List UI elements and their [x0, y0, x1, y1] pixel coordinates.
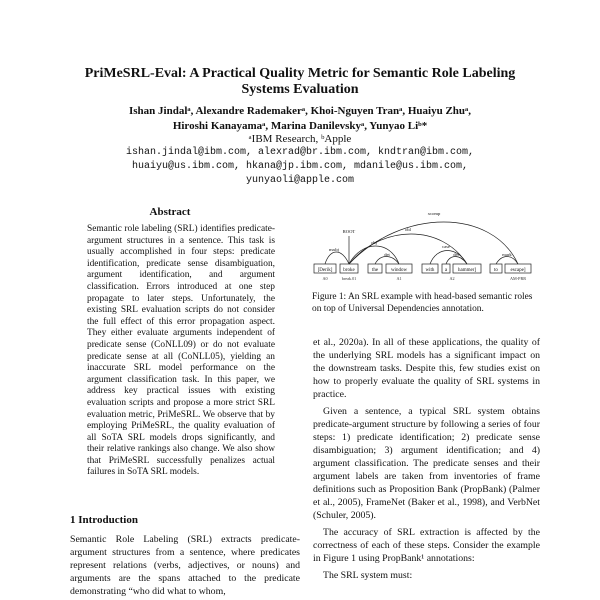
figure-token: [Derik]: [317, 268, 333, 273]
email-line: ishan.jindal@ibm.com, alexrad@br.ibm.com, kndtran@ibm.com,: [125, 147, 475, 158]
paragraph: et al., 2020a). In all of these applications, the quality of the underlying SRL models has a significant impact on the downstream tasks. Despite this, few studies exist on how to properly evaluate the quality of SRL systems in practice.: [313, 337, 540, 400]
figure-token: with: [425, 268, 435, 273]
figure-arc-label: nsubj: [329, 247, 339, 252]
section-heading-introduction: 1 Introduction: [70, 514, 138, 526]
figure-role-label: A1: [396, 276, 402, 281]
introduction-body: Semantic Role Labeling (SRL) extracts predicate-argument structures from a sentence, where predicates represent relations (verbs, adjectives, or nouns) and arguments are the spans attached to the predicate demonstrating “who did what to whom,: [70, 534, 300, 597]
figure-token: hammer]: [457, 268, 477, 273]
figure-caption: Figure 1: An SRL example with head-based semantic roles on top of Universal Dependencies annotation.: [312, 292, 533, 314]
authors-line-1: Ishan Jindalᵃ, Alexandre Rademakerᵃ, Khoi-Nguyen Tranᵃ, Huaiyu Zhuᵃ,: [128, 105, 471, 117]
paragraph: The SRL system must:: [323, 570, 413, 581]
figure-role-label: break.01: [341, 276, 357, 281]
figure-token: to: [494, 268, 498, 273]
author-emails: [40, 146, 560, 188]
figure-arc-label: obl: [405, 227, 411, 232]
figure-token: broke: [343, 268, 355, 273]
figure-arc-label: obj: [371, 240, 377, 245]
figure-role-label: A2: [449, 276, 455, 281]
figure-arc-label: det: [384, 252, 390, 257]
affiliations: ᵃIBM Research, ᵇApple: [248, 133, 352, 145]
figure-token: window: [390, 268, 408, 273]
email-line: yunyaoli@apple.com: [245, 175, 355, 186]
title-line-2: Systems Evaluation: [241, 82, 359, 97]
figure-arc-label: ROOT: [342, 229, 356, 234]
title-line-1: PriMeSRL-Eval: A Practical Quality Metric for Semantic Role Labeling: [84, 66, 516, 81]
figure-token: the: [371, 268, 379, 273]
paragraph: Given a sentence, a typical SRL system obtains predicate-argument structure by following a series of four steps: 1) predicate identification; 2) predicate sense disambiguation; 3) argument identification; and 4) argument classification. The predicate senses and their argument labels are taken from inventories of frame definitions such as Proposition Bank (PropBank) (Palmer et al., 2005), FrameNet (Baker et al., 1998), and VerbNet (Schuler, 2005).: [313, 406, 540, 521]
figure-role-label: A0: [322, 276, 328, 281]
email-line: huaiyu@us.ibm.com, hkana@jp.ibm.com, mdanile@us.ibm.com,: [131, 161, 469, 172]
abstract-heading: Abstract: [149, 206, 191, 218]
figure-role-label: AM-PRR: [509, 276, 527, 281]
author-list: [40, 104, 560, 134]
figure-token: escape]: [510, 268, 526, 273]
figure-token: a: [444, 268, 448, 273]
figure-arc-label: det: [453, 252, 459, 257]
abstract-body: Semantic role labeling (SRL) identifies predicate-argument structures in a sentence. This task is usually accomplished in four steps: predicate identification, predicate sense disambiguation, argument identification, and argument classification. Errors introduced at one step propagate to later steps. Unfortunately, the existing SRL evaluation scripts do not consider the full effect of this error propagation aspect. They either evaluate arguments independent of predicate sense (CoNLL09) or do not evaluate predicate sense at all (CoNLL05), yielding an inaccurate SRL model performance on the argument classification task. In this paper, we address key practical issues with existing evaluation scripts and propose a more strict SRL evaluation metric, PriMeSRL. We observe that by employing PriMeSRL, the quality evaluation of all SoTA SRL models drops significantly, and their relative rankings also change. We also show that PriMeSRL successfully penalizes actual failures in SoTA SRL models.: [87, 224, 275, 478]
authors-line-2: Hiroshi Kanayamaᵃ, Marina Danilevskyᵃ, Yunyao Liᵇ*: [172, 120, 428, 132]
paragraph: The accuracy of SRL extraction is affected by the correctness of each of these steps. Consider the example in Figure 1 using PropBank¹ annotations:: [313, 527, 540, 564]
figure-arc-label: case: [442, 244, 450, 249]
figure-arc-label: xcomp: [427, 211, 441, 216]
paper-title: [40, 66, 560, 98]
figure-arc-label: mark: [502, 252, 512, 257]
right-column-body: [313, 336, 540, 586]
srl-dependency-figure: [312, 206, 540, 288]
